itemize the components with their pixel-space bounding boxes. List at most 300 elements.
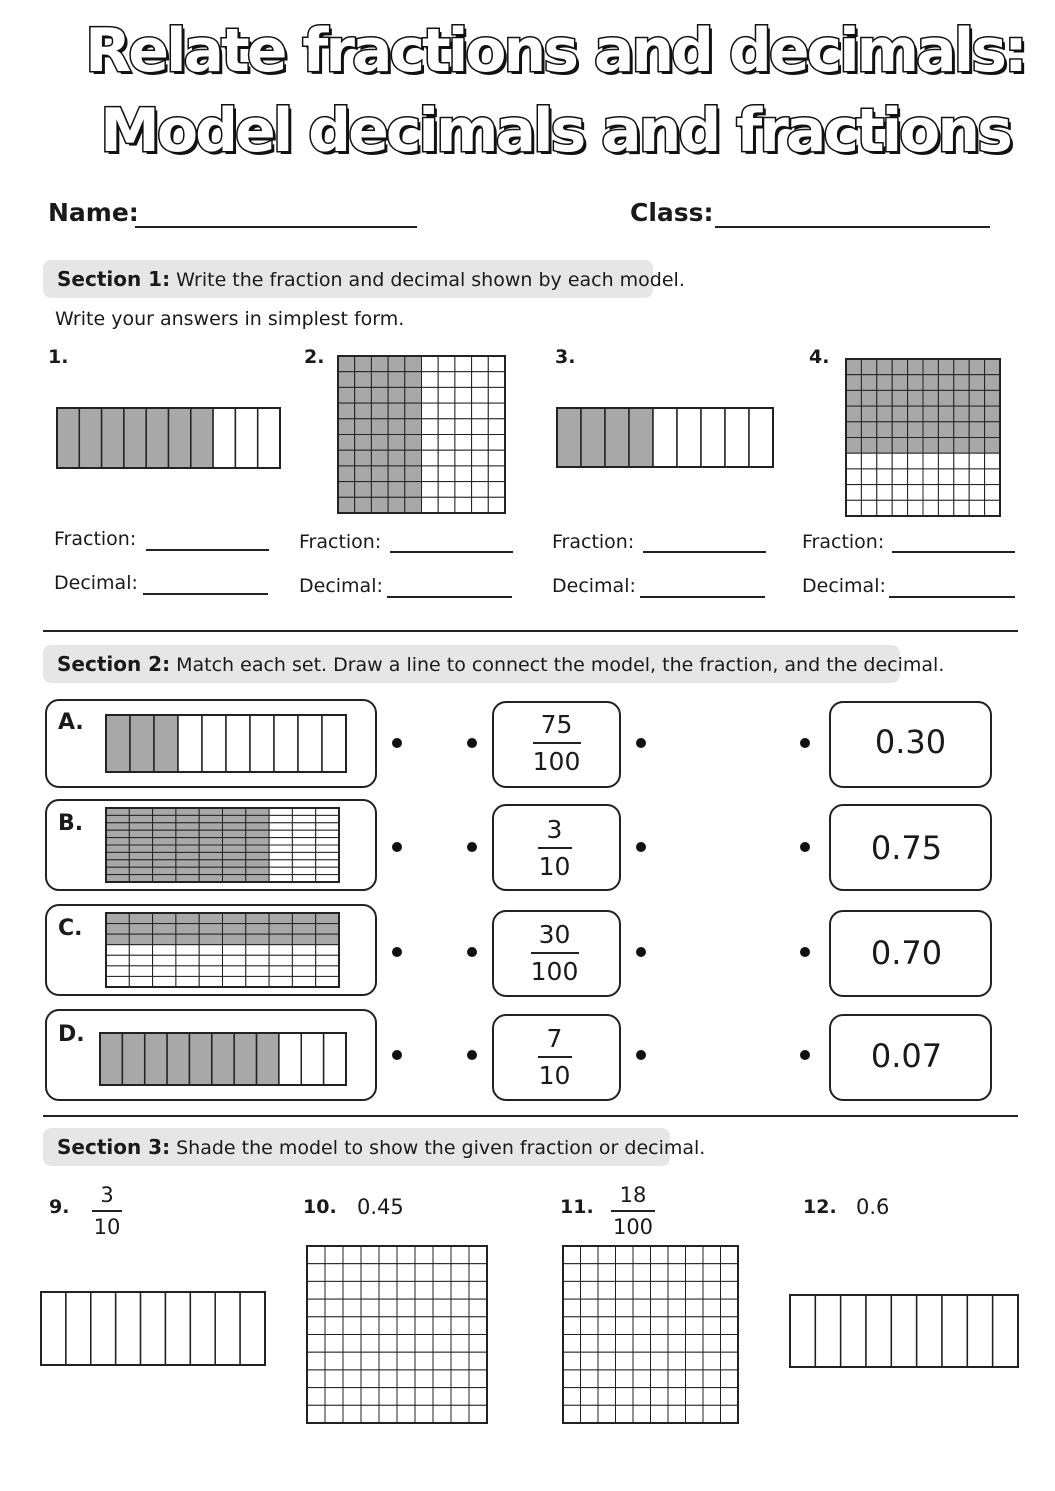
grid-cell bbox=[343, 1317, 361, 1335]
strip-part bbox=[190, 1292, 215, 1365]
grid-cell bbox=[438, 466, 455, 482]
grid-cell bbox=[199, 924, 222, 935]
grid-cell bbox=[954, 390, 969, 406]
fraction-2-bar bbox=[538, 847, 572, 849]
grid-cell bbox=[415, 1246, 433, 1264]
grid-cell bbox=[405, 450, 422, 466]
strip-part bbox=[79, 408, 101, 468]
grid-cell bbox=[563, 1317, 581, 1335]
grid-cell bbox=[598, 1264, 616, 1282]
grid-cell bbox=[438, 387, 455, 403]
grid-cell bbox=[422, 403, 439, 419]
grid-cell bbox=[199, 934, 222, 945]
grid-cell bbox=[892, 485, 907, 501]
grid-cell bbox=[633, 1281, 651, 1299]
strip-part bbox=[581, 408, 605, 467]
q1-decimal-answer[interactable] bbox=[143, 593, 268, 595]
grid-cell bbox=[861, 438, 876, 454]
grid-cell bbox=[703, 1317, 721, 1335]
grid-cell bbox=[668, 1281, 686, 1299]
section-2-instruction: Match each set. Draw a line to connect the model, the fraction, and the decimal. bbox=[176, 654, 945, 676]
grid-cell bbox=[325, 1317, 343, 1335]
q3-decimal-answer[interactable] bbox=[640, 596, 765, 598]
question-9-number: 9. bbox=[49, 1196, 70, 1218]
grid-cell bbox=[438, 372, 455, 388]
grid-cell bbox=[581, 1335, 599, 1353]
grid-cell bbox=[129, 966, 152, 977]
grid-cell bbox=[371, 435, 388, 451]
q3-fraction-answer[interactable] bbox=[643, 551, 766, 553]
model-a-dot[interactable] bbox=[392, 738, 402, 748]
model-b-dot[interactable] bbox=[392, 842, 402, 852]
question-11-numerator: 18 bbox=[619, 1183, 647, 1207]
grid-cell bbox=[985, 390, 1000, 406]
grid-cell bbox=[269, 823, 292, 830]
q2-decimal-answer[interactable] bbox=[387, 596, 512, 598]
grid-cell bbox=[469, 1370, 487, 1388]
grid-cell bbox=[388, 419, 405, 435]
class-label: Class: bbox=[630, 198, 714, 227]
decimal-1-dot[interactable] bbox=[800, 738, 810, 748]
strip-part bbox=[322, 715, 346, 772]
grid-cell bbox=[616, 1352, 634, 1370]
decimal-4-dot[interactable] bbox=[800, 1050, 810, 1060]
decimal-3-dot[interactable] bbox=[800, 947, 810, 957]
grid-cell bbox=[469, 1317, 487, 1335]
grid-cell bbox=[433, 1388, 451, 1406]
grid-cell bbox=[307, 1317, 325, 1335]
grid-cell bbox=[563, 1246, 581, 1264]
grid-cell bbox=[325, 1264, 343, 1282]
grid-cell bbox=[246, 852, 269, 859]
grid-cell bbox=[451, 1299, 469, 1317]
strip-part bbox=[213, 408, 235, 468]
question-11-denominator: 100 bbox=[612, 1215, 654, 1240]
grid-cell bbox=[908, 453, 923, 469]
grid-cell bbox=[176, 860, 199, 867]
grid-cell bbox=[292, 815, 315, 822]
grid-cell bbox=[721, 1264, 739, 1282]
grid-cell bbox=[269, 838, 292, 845]
grid-cell bbox=[153, 913, 176, 924]
grid-cell bbox=[455, 435, 472, 451]
grid-cell bbox=[651, 1388, 669, 1406]
grid-cell bbox=[598, 1405, 616, 1423]
decimal-2: 0.75 bbox=[870, 829, 943, 867]
grid-cell bbox=[325, 1281, 343, 1299]
grid-cell bbox=[355, 450, 372, 466]
grid-cell bbox=[153, 924, 176, 935]
grid-cell bbox=[985, 375, 1000, 391]
grid-cell bbox=[316, 867, 339, 874]
grid-cell bbox=[433, 1299, 451, 1317]
grid-cell bbox=[388, 387, 405, 403]
grid-cell bbox=[451, 1388, 469, 1406]
grid-cell bbox=[316, 875, 339, 882]
fraction-3-bar bbox=[531, 952, 579, 954]
grid-cell bbox=[343, 1405, 361, 1423]
grid-cell bbox=[563, 1299, 581, 1317]
grid-cell bbox=[223, 830, 246, 837]
fraction-2-right-dot[interactable] bbox=[636, 842, 646, 852]
section-1-subinstruction: Write your answers in simplest form. bbox=[55, 308, 405, 330]
grid-cell bbox=[668, 1246, 686, 1264]
grid-cell bbox=[269, 924, 292, 935]
section-divider bbox=[43, 1115, 1018, 1117]
grid-cell bbox=[985, 359, 1000, 375]
grid-cell bbox=[199, 823, 222, 830]
grid-cell bbox=[616, 1370, 634, 1388]
grid-cell bbox=[616, 1335, 634, 1353]
strip-part bbox=[165, 1292, 190, 1365]
grid-cell bbox=[361, 1352, 379, 1370]
question-3-strip-model bbox=[557, 408, 773, 467]
grid-cell bbox=[246, 934, 269, 945]
grid-cell bbox=[455, 387, 472, 403]
grid-cell bbox=[563, 1352, 581, 1370]
grid-cell bbox=[598, 1352, 616, 1370]
grid-cell bbox=[438, 403, 455, 419]
grid-cell bbox=[472, 435, 489, 451]
q1-fraction-answer[interactable] bbox=[146, 549, 269, 551]
grid-cell bbox=[316, 823, 339, 830]
grid-cell bbox=[861, 359, 876, 375]
grid-cell bbox=[176, 934, 199, 945]
grid-cell bbox=[846, 469, 861, 485]
grid-cell bbox=[269, 934, 292, 945]
grid-cell bbox=[721, 1246, 739, 1264]
grid-cell bbox=[703, 1405, 721, 1423]
grid-cell bbox=[985, 406, 1000, 422]
grid-cell bbox=[153, 852, 176, 859]
strip-part bbox=[169, 408, 191, 468]
model-d-letter: D. bbox=[58, 1022, 85, 1047]
grid-cell bbox=[106, 966, 129, 977]
strip-part bbox=[653, 408, 677, 467]
grid-cell bbox=[488, 372, 505, 388]
question-10-grid-model[interactable] bbox=[307, 1246, 487, 1423]
grid-cell bbox=[438, 419, 455, 435]
grid-cell bbox=[129, 913, 152, 924]
grid-cell bbox=[199, 966, 222, 977]
grid-cell bbox=[488, 419, 505, 435]
grid-cell bbox=[361, 1405, 379, 1423]
strip-part bbox=[917, 1295, 942, 1367]
grid-cell bbox=[106, 955, 129, 966]
grid-cell bbox=[598, 1335, 616, 1353]
grid-cell bbox=[379, 1264, 397, 1282]
decimal-2-dot[interactable] bbox=[800, 842, 810, 852]
grid-cell bbox=[379, 1335, 397, 1353]
grid-cell bbox=[316, 913, 339, 924]
grid-cell bbox=[325, 1246, 343, 1264]
grid-cell bbox=[954, 469, 969, 485]
grid-cell bbox=[316, 845, 339, 852]
grid-cell bbox=[616, 1405, 634, 1423]
q1-fraction-label: Fraction: bbox=[54, 528, 137, 550]
strip-part bbox=[146, 408, 168, 468]
grid-cell bbox=[316, 966, 339, 977]
grid-cell bbox=[153, 867, 176, 874]
strip-part bbox=[106, 715, 130, 772]
grid-cell bbox=[316, 976, 339, 987]
grid-cell bbox=[703, 1352, 721, 1370]
grid-cell bbox=[343, 1352, 361, 1370]
grid-cell bbox=[892, 375, 907, 391]
grid-cell bbox=[469, 1352, 487, 1370]
grid-cell bbox=[954, 453, 969, 469]
grid-cell bbox=[651, 1317, 669, 1335]
grid-cell bbox=[292, 945, 315, 956]
grid-cell bbox=[861, 469, 876, 485]
grid-cell bbox=[338, 497, 355, 513]
grid-cell bbox=[923, 485, 938, 501]
fraction-3-left-dot[interactable] bbox=[467, 947, 477, 957]
grid-cell bbox=[633, 1352, 651, 1370]
grid-cell bbox=[316, 838, 339, 845]
grid-cell bbox=[397, 1370, 415, 1388]
grid-cell bbox=[199, 852, 222, 859]
grid-cell bbox=[397, 1388, 415, 1406]
q4-fraction-answer[interactable] bbox=[892, 551, 1015, 553]
decimal-3: 0.70 bbox=[870, 934, 943, 972]
grid-cell bbox=[371, 419, 388, 435]
grid-cell bbox=[379, 1299, 397, 1317]
strip-part bbox=[891, 1295, 916, 1367]
grid-cell bbox=[969, 438, 984, 454]
grid-cell bbox=[129, 808, 152, 815]
grid-cell bbox=[199, 808, 222, 815]
grid-cell bbox=[633, 1264, 651, 1282]
grid-cell bbox=[129, 838, 152, 845]
grid-cell bbox=[269, 808, 292, 815]
grid-cell bbox=[938, 375, 953, 391]
grid-cell bbox=[598, 1281, 616, 1299]
grid-cell bbox=[153, 945, 176, 956]
grid-cell bbox=[199, 830, 222, 837]
grid-cell bbox=[388, 435, 405, 451]
grid-cell bbox=[405, 403, 422, 419]
grid-cell bbox=[908, 485, 923, 501]
grid-cell bbox=[338, 372, 355, 388]
grid-cell bbox=[106, 838, 129, 845]
model-a-strip bbox=[106, 715, 346, 772]
grid-cell bbox=[969, 500, 984, 516]
name-field[interactable] bbox=[135, 226, 417, 228]
grid-cell bbox=[472, 387, 489, 403]
fraction-3-denominator: 100 bbox=[530, 957, 579, 987]
grid-cell bbox=[451, 1264, 469, 1282]
grid-cell bbox=[908, 438, 923, 454]
grid-cell bbox=[469, 1335, 487, 1353]
strip-part bbox=[66, 1292, 91, 1365]
grid-cell bbox=[153, 815, 176, 822]
grid-cell bbox=[969, 359, 984, 375]
grid-cell bbox=[686, 1370, 704, 1388]
grid-cell bbox=[153, 830, 176, 837]
grid-cell bbox=[338, 356, 355, 372]
grid-cell bbox=[292, 934, 315, 945]
grid-cell bbox=[355, 372, 372, 388]
strip-part bbox=[124, 408, 146, 468]
class-field[interactable] bbox=[715, 226, 990, 228]
grid-cell bbox=[106, 913, 129, 924]
grid-cell bbox=[721, 1335, 739, 1353]
grid-cell bbox=[307, 1335, 325, 1353]
strip-part bbox=[130, 715, 154, 772]
grid-cell bbox=[316, 815, 339, 822]
grid-cell bbox=[668, 1317, 686, 1335]
q2-fraction-answer[interactable] bbox=[390, 551, 513, 553]
grid-cell bbox=[908, 469, 923, 485]
strip-part bbox=[100, 1033, 122, 1085]
grid-cell bbox=[472, 450, 489, 466]
strip-part bbox=[605, 408, 629, 467]
fraction-2-left-dot[interactable] bbox=[467, 842, 477, 852]
strip-part bbox=[815, 1295, 840, 1367]
grid-cell bbox=[246, 945, 269, 956]
grid-cell bbox=[923, 359, 938, 375]
grid-cell bbox=[292, 913, 315, 924]
grid-cell bbox=[686, 1335, 704, 1353]
grid-cell bbox=[954, 438, 969, 454]
q4-decimal-answer[interactable] bbox=[889, 596, 1015, 598]
model-d-dot[interactable] bbox=[392, 1050, 402, 1060]
grid-cell bbox=[307, 1299, 325, 1317]
grid-cell bbox=[338, 403, 355, 419]
strip-part bbox=[122, 1033, 144, 1085]
grid-cell bbox=[379, 1246, 397, 1264]
grid-cell bbox=[269, 966, 292, 977]
strip-part bbox=[102, 408, 124, 468]
grid-cell bbox=[343, 1246, 361, 1264]
grid-cell bbox=[199, 875, 222, 882]
grid-cell bbox=[877, 438, 892, 454]
grid-cell bbox=[199, 945, 222, 956]
grid-cell bbox=[246, 808, 269, 815]
grid-cell bbox=[129, 852, 152, 859]
grid-cell bbox=[269, 945, 292, 956]
grid-cell bbox=[633, 1299, 651, 1317]
grid-cell bbox=[388, 403, 405, 419]
grid-cell bbox=[176, 875, 199, 882]
grid-cell bbox=[598, 1246, 616, 1264]
grid-cell bbox=[846, 438, 861, 454]
grid-cell bbox=[223, 934, 246, 945]
grid-cell bbox=[371, 372, 388, 388]
fraction-4-right-dot[interactable] bbox=[636, 1050, 646, 1060]
grid-cell bbox=[176, 845, 199, 852]
strip-part bbox=[279, 1033, 301, 1085]
grid-cell bbox=[633, 1370, 651, 1388]
grid-cell bbox=[433, 1317, 451, 1335]
grid-cell bbox=[861, 500, 876, 516]
grid-cell bbox=[246, 875, 269, 882]
strip-part bbox=[324, 1033, 346, 1085]
grid-cell bbox=[668, 1352, 686, 1370]
grid-cell bbox=[455, 372, 472, 388]
grid-cell bbox=[199, 815, 222, 822]
question-9-strip-model[interactable] bbox=[41, 1292, 265, 1365]
grid-cell bbox=[269, 830, 292, 837]
question-12-value: 0.6 bbox=[856, 1195, 890, 1219]
grid-cell bbox=[616, 1388, 634, 1406]
fraction-3-right-dot[interactable] bbox=[636, 947, 646, 957]
grid-cell bbox=[246, 838, 269, 845]
grid-cell bbox=[269, 867, 292, 874]
question-9-numerator: 3 bbox=[100, 1183, 114, 1207]
fraction-1-left-dot[interactable] bbox=[467, 738, 477, 748]
grid-cell bbox=[343, 1264, 361, 1282]
grid-cell bbox=[199, 955, 222, 966]
grid-cell bbox=[969, 406, 984, 422]
grid-cell bbox=[908, 390, 923, 406]
grid-cell bbox=[433, 1335, 451, 1353]
grid-cell bbox=[422, 482, 439, 498]
grid-cell bbox=[292, 823, 315, 830]
question-10-value: 0.45 bbox=[357, 1195, 404, 1219]
grid-cell bbox=[721, 1317, 739, 1335]
q3-decimal-label: Decimal: bbox=[552, 575, 636, 597]
grid-cell bbox=[954, 500, 969, 516]
q2-fraction-label: Fraction: bbox=[299, 531, 382, 553]
grid-cell bbox=[199, 845, 222, 852]
grid-cell bbox=[581, 1264, 599, 1282]
fraction-4 bbox=[492, 1023, 617, 1092]
grid-cell bbox=[846, 359, 861, 375]
grid-cell bbox=[721, 1281, 739, 1299]
grid-cell bbox=[923, 375, 938, 391]
grid-cell bbox=[129, 845, 152, 852]
grid-cell bbox=[292, 924, 315, 935]
grid-cell bbox=[651, 1299, 669, 1317]
grid-cell bbox=[325, 1299, 343, 1317]
grid-cell bbox=[292, 860, 315, 867]
grid-cell bbox=[292, 976, 315, 987]
grid-cell bbox=[371, 450, 388, 466]
fraction-4-left-dot[interactable] bbox=[467, 1050, 477, 1060]
strip-part bbox=[993, 1295, 1018, 1367]
grid-cell bbox=[616, 1281, 634, 1299]
question-12-strip-model[interactable] bbox=[790, 1295, 1018, 1367]
grid-cell bbox=[106, 823, 129, 830]
grid-cell bbox=[176, 830, 199, 837]
grid-cell bbox=[581, 1317, 599, 1335]
grid-cell bbox=[969, 390, 984, 406]
grid-cell bbox=[861, 422, 876, 438]
grid-cell bbox=[176, 815, 199, 822]
question-11-grid-model[interactable] bbox=[563, 1246, 738, 1423]
grid-cell bbox=[338, 450, 355, 466]
grid-cell bbox=[223, 852, 246, 859]
grid-cell bbox=[721, 1352, 739, 1370]
grid-cell bbox=[923, 500, 938, 516]
grid-cell bbox=[861, 390, 876, 406]
grid-cell bbox=[292, 966, 315, 977]
grid-cell bbox=[361, 1370, 379, 1388]
model-c-dot[interactable] bbox=[392, 947, 402, 957]
grid-cell bbox=[223, 838, 246, 845]
grid-cell bbox=[668, 1264, 686, 1282]
grid-cell bbox=[433, 1352, 451, 1370]
grid-cell bbox=[246, 823, 269, 830]
worksheet-title-line-2: Model decimals and fractions bbox=[100, 96, 1010, 166]
grid-cell bbox=[433, 1281, 451, 1299]
fraction-1-right-dot[interactable] bbox=[636, 738, 646, 748]
grid-cell bbox=[846, 453, 861, 469]
grid-cell bbox=[338, 466, 355, 482]
grid-cell bbox=[969, 453, 984, 469]
